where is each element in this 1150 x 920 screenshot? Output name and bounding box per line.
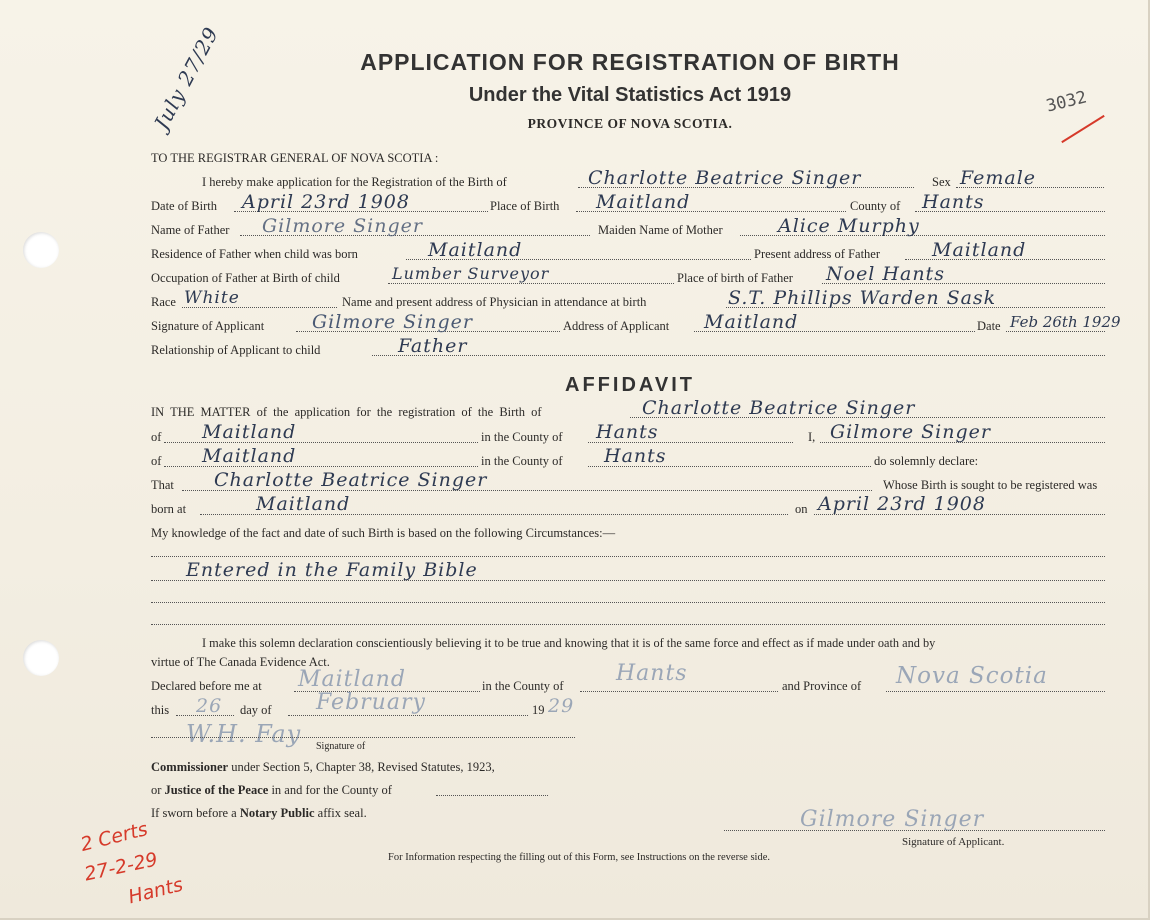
intro-label: I hereby make application for the Registration of the Birth of	[202, 175, 507, 189]
county-value: Hants	[922, 191, 985, 213]
mother-value: Alice Murphy	[778, 215, 920, 237]
county1-value: Hants	[596, 421, 659, 443]
footer-note: For Information respecting the filling out of this Form, see Instructions on the reverse side.	[388, 852, 771, 863]
declared-place-value: Maitland	[298, 667, 406, 692]
red-note-date: 27-2-29	[82, 848, 160, 886]
i-label: I,	[808, 430, 816, 444]
present-address-label: Present address of Father	[754, 247, 881, 261]
form-subtitle: Under the Vital Statistics Act 1919	[468, 84, 792, 106]
race-label: Race	[151, 295, 176, 309]
father-pob-value: Noel Hants	[826, 263, 945, 285]
year-suffix: 29	[548, 695, 575, 717]
residence-label: Residence of Father when child was born	[151, 247, 358, 261]
affidavit-matter-label: IN THE MATTER of the application for the registration of the Birth of	[151, 405, 542, 419]
county-label: County of	[850, 199, 901, 213]
or-label: or	[151, 783, 162, 797]
declared-county-line	[580, 689, 778, 692]
date-value: Feb 26th 1929	[1010, 313, 1121, 331]
occupation-value: Lumber Surveyor	[392, 264, 550, 283]
commissioner-label: Commissioner	[151, 760, 229, 774]
commissioner-text: under Section 5, Chapter 38, Revised Statutes, 1923,	[231, 760, 495, 774]
applicant-address-label: Address of Applicant	[563, 319, 670, 333]
pob-label: Place of Birth	[490, 199, 560, 213]
of-label-2: of	[151, 454, 162, 468]
race-value: White	[184, 288, 240, 308]
born-date-value: April 23rd 1908	[818, 493, 986, 515]
declarant-value: Gilmore Singer	[830, 421, 991, 443]
affidavit-child-value: Charlotte Beatrice Singer	[642, 397, 916, 419]
place2-value: Maitland	[202, 445, 297, 467]
of-label-1: of	[151, 430, 162, 444]
present-address-value: Maitland	[932, 239, 1027, 261]
circumstance-line-4	[151, 622, 1105, 625]
relationship-line	[372, 353, 1105, 356]
notary-prefix: If sworn before a	[151, 806, 237, 820]
signature-label: Signature of Applicant	[151, 319, 265, 333]
commissioner-sig-line	[151, 735, 575, 738]
addressee-line: TO THE REGISTRAR GENERAL OF NOVA SCOTIA :	[151, 151, 439, 165]
signature-value: Gilmore Singer	[312, 311, 473, 333]
commissioner-signature: W.H. Fay	[186, 720, 302, 748]
solemn-text-2: virtue of The Canada Evidence Act.	[151, 655, 330, 669]
circumstance-line-3	[151, 600, 1105, 603]
margin-date-note: July 27/29	[149, 22, 224, 134]
justice-label: Justice of the Peace	[164, 783, 269, 797]
on-label: on	[795, 502, 808, 516]
county-label-1: in the County of	[481, 430, 563, 444]
father-label: Name of Father	[151, 223, 230, 237]
commissioner-line	[151, 760, 495, 774]
relationship-label: Relationship of Applicant to child	[151, 343, 321, 357]
physician-value: S.T. Phillips Warden Sask	[728, 287, 997, 309]
father-pob-label: Place of birth of Father	[677, 271, 793, 285]
declared-label: Declared before me at	[151, 679, 262, 693]
punch-hole-bottom	[23, 640, 59, 676]
relationship-value: Father	[398, 335, 468, 357]
applicant-sig-label: Signature of Applicant.	[902, 836, 1005, 848]
affidavit-heading: AFFIDAVIT	[565, 374, 695, 396]
whose-label: Whose Birth is sought to be registered was	[883, 478, 1098, 492]
registration-number-stamp: 3032	[1044, 87, 1089, 117]
child2-value: Charlotte Beatrice Singer	[214, 469, 488, 491]
born-place-value: Maitland	[256, 493, 351, 515]
red-note-certs: 2 Certs	[78, 818, 150, 856]
knowledge-label: My knowledge of the fact and date of such Birth is based on the following Circumstances:—	[151, 526, 616, 540]
year-prefix: 19	[532, 703, 545, 717]
date-label: Date	[977, 319, 1001, 333]
born-label: born at	[151, 502, 187, 516]
county-label-2: in the County of	[481, 454, 563, 468]
solemn-text-1: I make this solemn declaration conscientiously believing it to be true and knowing that it is of the same force and effect as if made under oath and by	[202, 636, 936, 650]
declared-province-line	[886, 689, 1105, 692]
circumstance-value: Entered in the Family Bible	[186, 559, 478, 581]
punch-hole-top	[23, 232, 59, 268]
mother-label: Maiden Name of Mother	[598, 223, 723, 237]
notary-label: Notary Public	[239, 806, 315, 820]
circumstance-line-1	[151, 554, 1105, 557]
physician-label: Name and present address of Physician in attendance at birth	[342, 295, 647, 309]
residence-value: Maitland	[428, 239, 523, 261]
red-note-county: Hants	[126, 873, 186, 909]
applicant-final-signature: Gilmore Singer	[800, 807, 985, 832]
declared-county-label: in the County of	[482, 679, 564, 693]
father-value: Gilmore Singer	[262, 215, 423, 237]
sex-value: Female	[960, 167, 1037, 189]
this-label: this	[151, 703, 170, 717]
month-value: February	[316, 690, 426, 715]
notary-line	[151, 806, 367, 820]
applicant-sig-line	[724, 828, 1105, 831]
dob-label: Date of Birth	[151, 199, 217, 213]
notary-suffix: affix seal.	[317, 806, 367, 820]
declared-province-value: Nova Scotia	[896, 663, 1048, 689]
place1-value: Maitland	[202, 421, 297, 443]
occupation-label: Occupation of Father at Birth of child	[151, 271, 340, 285]
declared-county-value: Hants	[616, 661, 688, 686]
signature-of-label: Signature of	[316, 741, 366, 752]
child-name-value: Charlotte Beatrice Singer	[588, 167, 862, 189]
that-label: That	[151, 478, 174, 492]
justice-text: in and for the County of	[271, 783, 392, 797]
justice-line	[151, 783, 392, 797]
day-of-label: day of	[240, 703, 272, 717]
applicant-address-value: Maitland	[704, 311, 799, 333]
justice-county-line	[436, 793, 548, 796]
dob-value: April 23rd 1908	[242, 191, 410, 213]
declare-label: do solemnly declare:	[874, 454, 979, 468]
form-province: PROVINCE OF NOVA SCOTIA.	[527, 116, 733, 131]
day-value: 26	[196, 695, 223, 717]
province-label: and Province of	[782, 679, 862, 693]
pob-value: Maitland	[596, 191, 691, 213]
sex-label: Sex	[932, 175, 951, 189]
form-title: APPLICATION FOR REGISTRATION OF BIRTH	[360, 49, 900, 75]
county2-value: Hants	[604, 445, 667, 467]
